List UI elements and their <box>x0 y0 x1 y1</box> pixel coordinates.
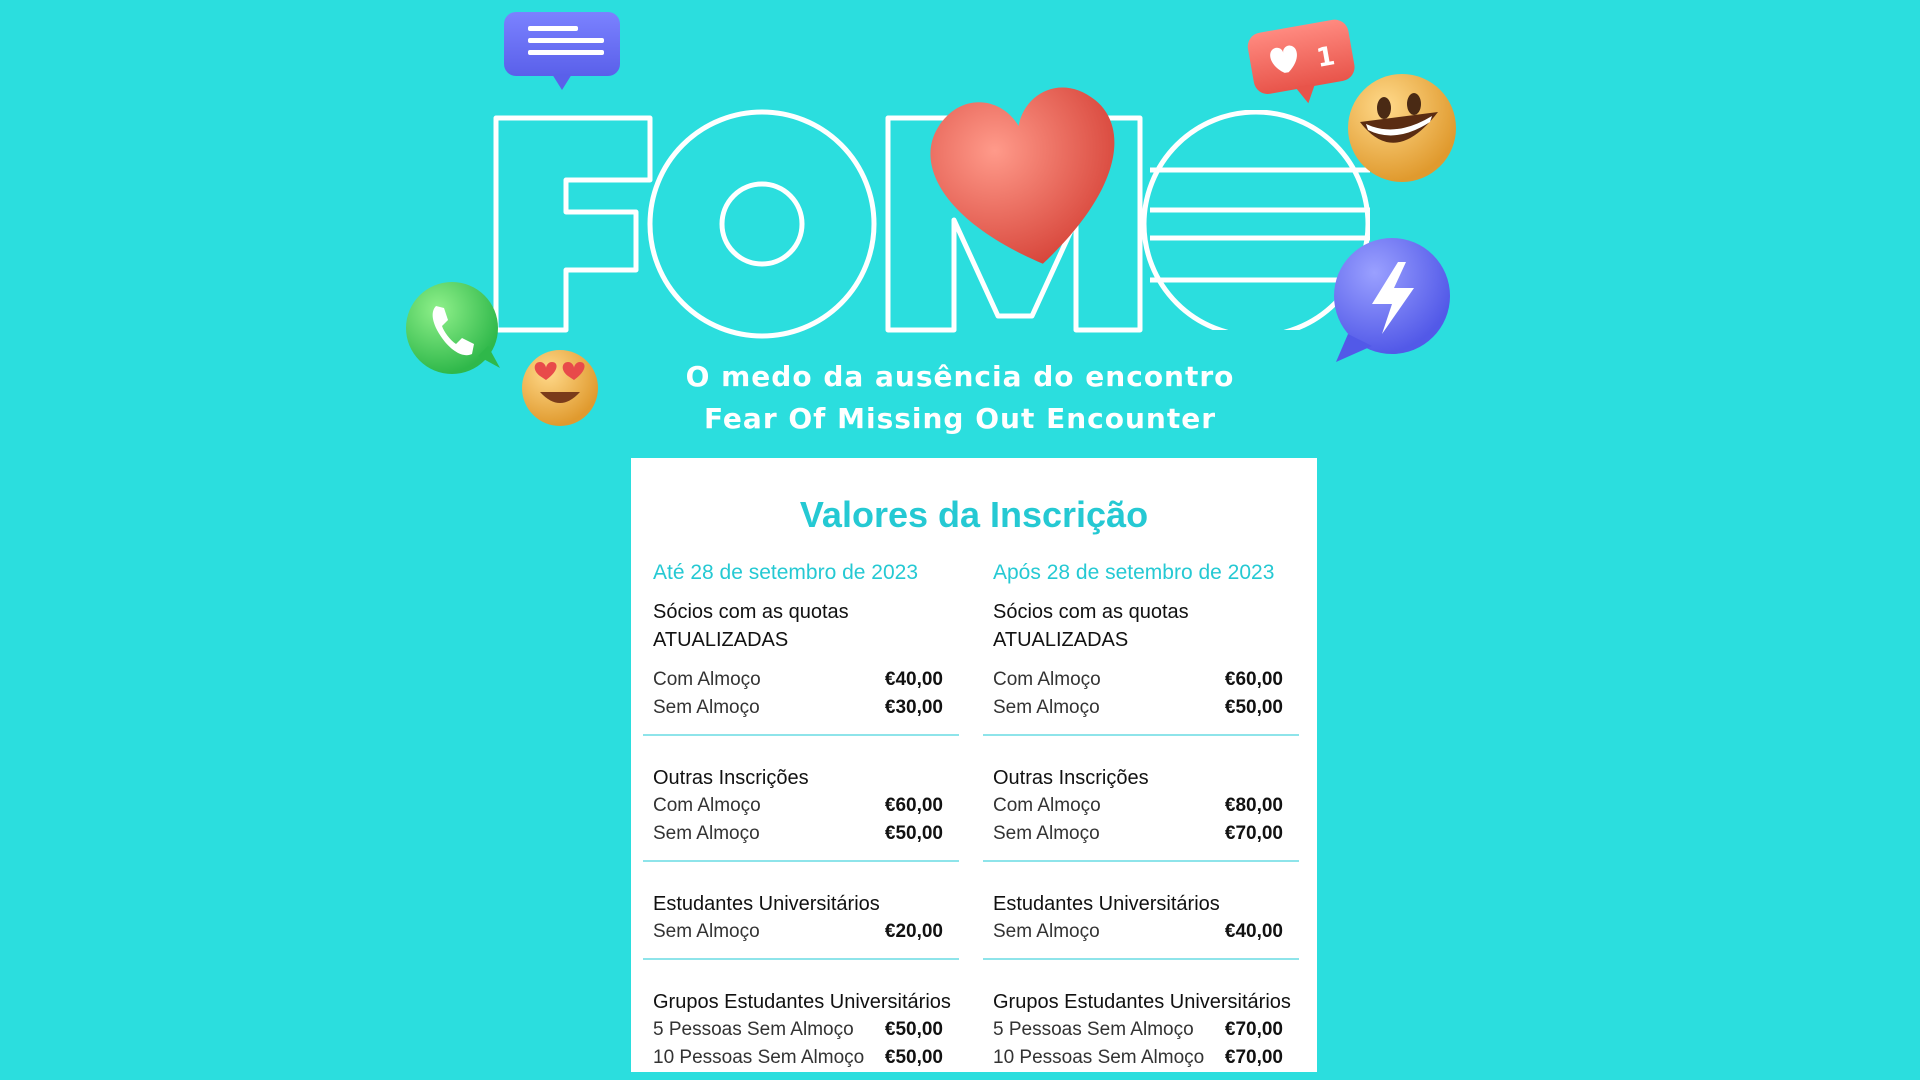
price-value: €50,00 <box>1224 697 1283 718</box>
price-label: Com Almoço <box>993 669 1101 690</box>
pricing-card <box>631 458 1317 1072</box>
price-value: €30,00 <box>884 697 943 718</box>
price-value: €80,00 <box>1224 795 1283 816</box>
price-row <box>643 918 959 946</box>
price-row <box>983 918 1299 946</box>
price-row <box>983 666 1299 694</box>
price-row <box>983 694 1299 722</box>
lightning-chat-icon <box>1334 238 1450 362</box>
price-value: €70,00 <box>1224 1047 1283 1068</box>
card-title: Valores da Inscrição <box>799 494 1149 535</box>
price-row <box>983 1016 1299 1044</box>
price-label: 5 Pessoas Sem Almoço <box>653 1019 854 1040</box>
price-label: 10 Pessoas Sem Almoço <box>993 1047 1205 1068</box>
price-group-estudantes <box>983 862 1299 960</box>
like-notification-icon <box>1246 17 1360 112</box>
price-value: €70,00 <box>1224 1019 1283 1040</box>
price-row <box>643 1044 959 1072</box>
group-title: Sócios com as quotas ATUALIZADAS <box>993 601 1189 651</box>
price-value: €40,00 <box>1224 921 1283 942</box>
subtitle-portuguese: O medo da ausência do encontro <box>685 360 1235 393</box>
price-label: Sem Almoço <box>993 823 1100 844</box>
price-value: €50,00 <box>884 1019 943 1040</box>
group-title: Outras Inscrições <box>993 767 1149 789</box>
price-label: Sem Almoço <box>993 921 1100 942</box>
price-group-outras <box>983 736 1299 862</box>
price-row <box>983 792 1299 820</box>
chat-bubble-icon <box>504 12 620 90</box>
price-group-socios <box>983 598 1299 736</box>
price-row <box>983 1044 1299 1072</box>
price-label: Com Almoço <box>993 795 1101 816</box>
group-title: Estudantes Universitários <box>653 893 880 915</box>
group-title: Sócios com as quotas ATUALIZADAS <box>653 601 849 651</box>
pricing-column-after <box>983 558 1299 1072</box>
price-label: Sem Almoço <box>653 823 760 844</box>
price-value: €50,00 <box>884 823 943 844</box>
smiley-emoji-icon <box>1348 74 1456 182</box>
price-group-socios <box>643 598 959 736</box>
price-group-outras <box>643 736 959 862</box>
price-row <box>643 694 959 722</box>
group-title: Grupos Estudantes Universitários <box>653 991 951 1013</box>
price-value: €50,00 <box>884 1047 943 1068</box>
price-value: €20,00 <box>884 921 943 942</box>
price-row <box>643 1016 959 1044</box>
logo-letter-f <box>496 118 650 330</box>
subtitle-english: Fear Of Missing Out Encounter <box>703 402 1217 435</box>
price-label: 10 Pessoas Sem Almoço <box>653 1047 865 1068</box>
price-row <box>643 820 959 848</box>
price-value: €60,00 <box>884 795 943 816</box>
price-label: Com Almoço <box>653 669 761 690</box>
price-row <box>643 666 959 694</box>
price-value: €40,00 <box>884 669 943 690</box>
price-group-grupos <box>643 960 959 1072</box>
price-label: Sem Almoço <box>653 921 760 942</box>
price-group-estudantes <box>643 862 959 960</box>
price-label: Sem Almoço <box>653 697 760 718</box>
pricing-column-before <box>643 558 959 1072</box>
group-title: Outras Inscrições <box>653 767 809 789</box>
price-value: €60,00 <box>1224 669 1283 690</box>
price-row <box>643 792 959 820</box>
price-row <box>983 820 1299 848</box>
price-label: Sem Almoço <box>993 697 1100 718</box>
price-label: 5 Pessoas Sem Almoço <box>993 1019 1194 1040</box>
group-title: Estudantes Universitários <box>993 893 1220 915</box>
like-count: 1 <box>1314 41 1338 74</box>
price-value: €70,00 <box>1224 823 1283 844</box>
column-date: Após 28 de setembro de 2023 <box>993 561 1275 584</box>
price-group-grupos <box>983 960 1299 1072</box>
column-date: Até 28 de setembro de 2023 <box>653 561 919 584</box>
logo-letter-o <box>650 112 874 336</box>
group-title: Grupos Estudantes Universitários <box>993 991 1291 1013</box>
price-label: Com Almoço <box>653 795 761 816</box>
